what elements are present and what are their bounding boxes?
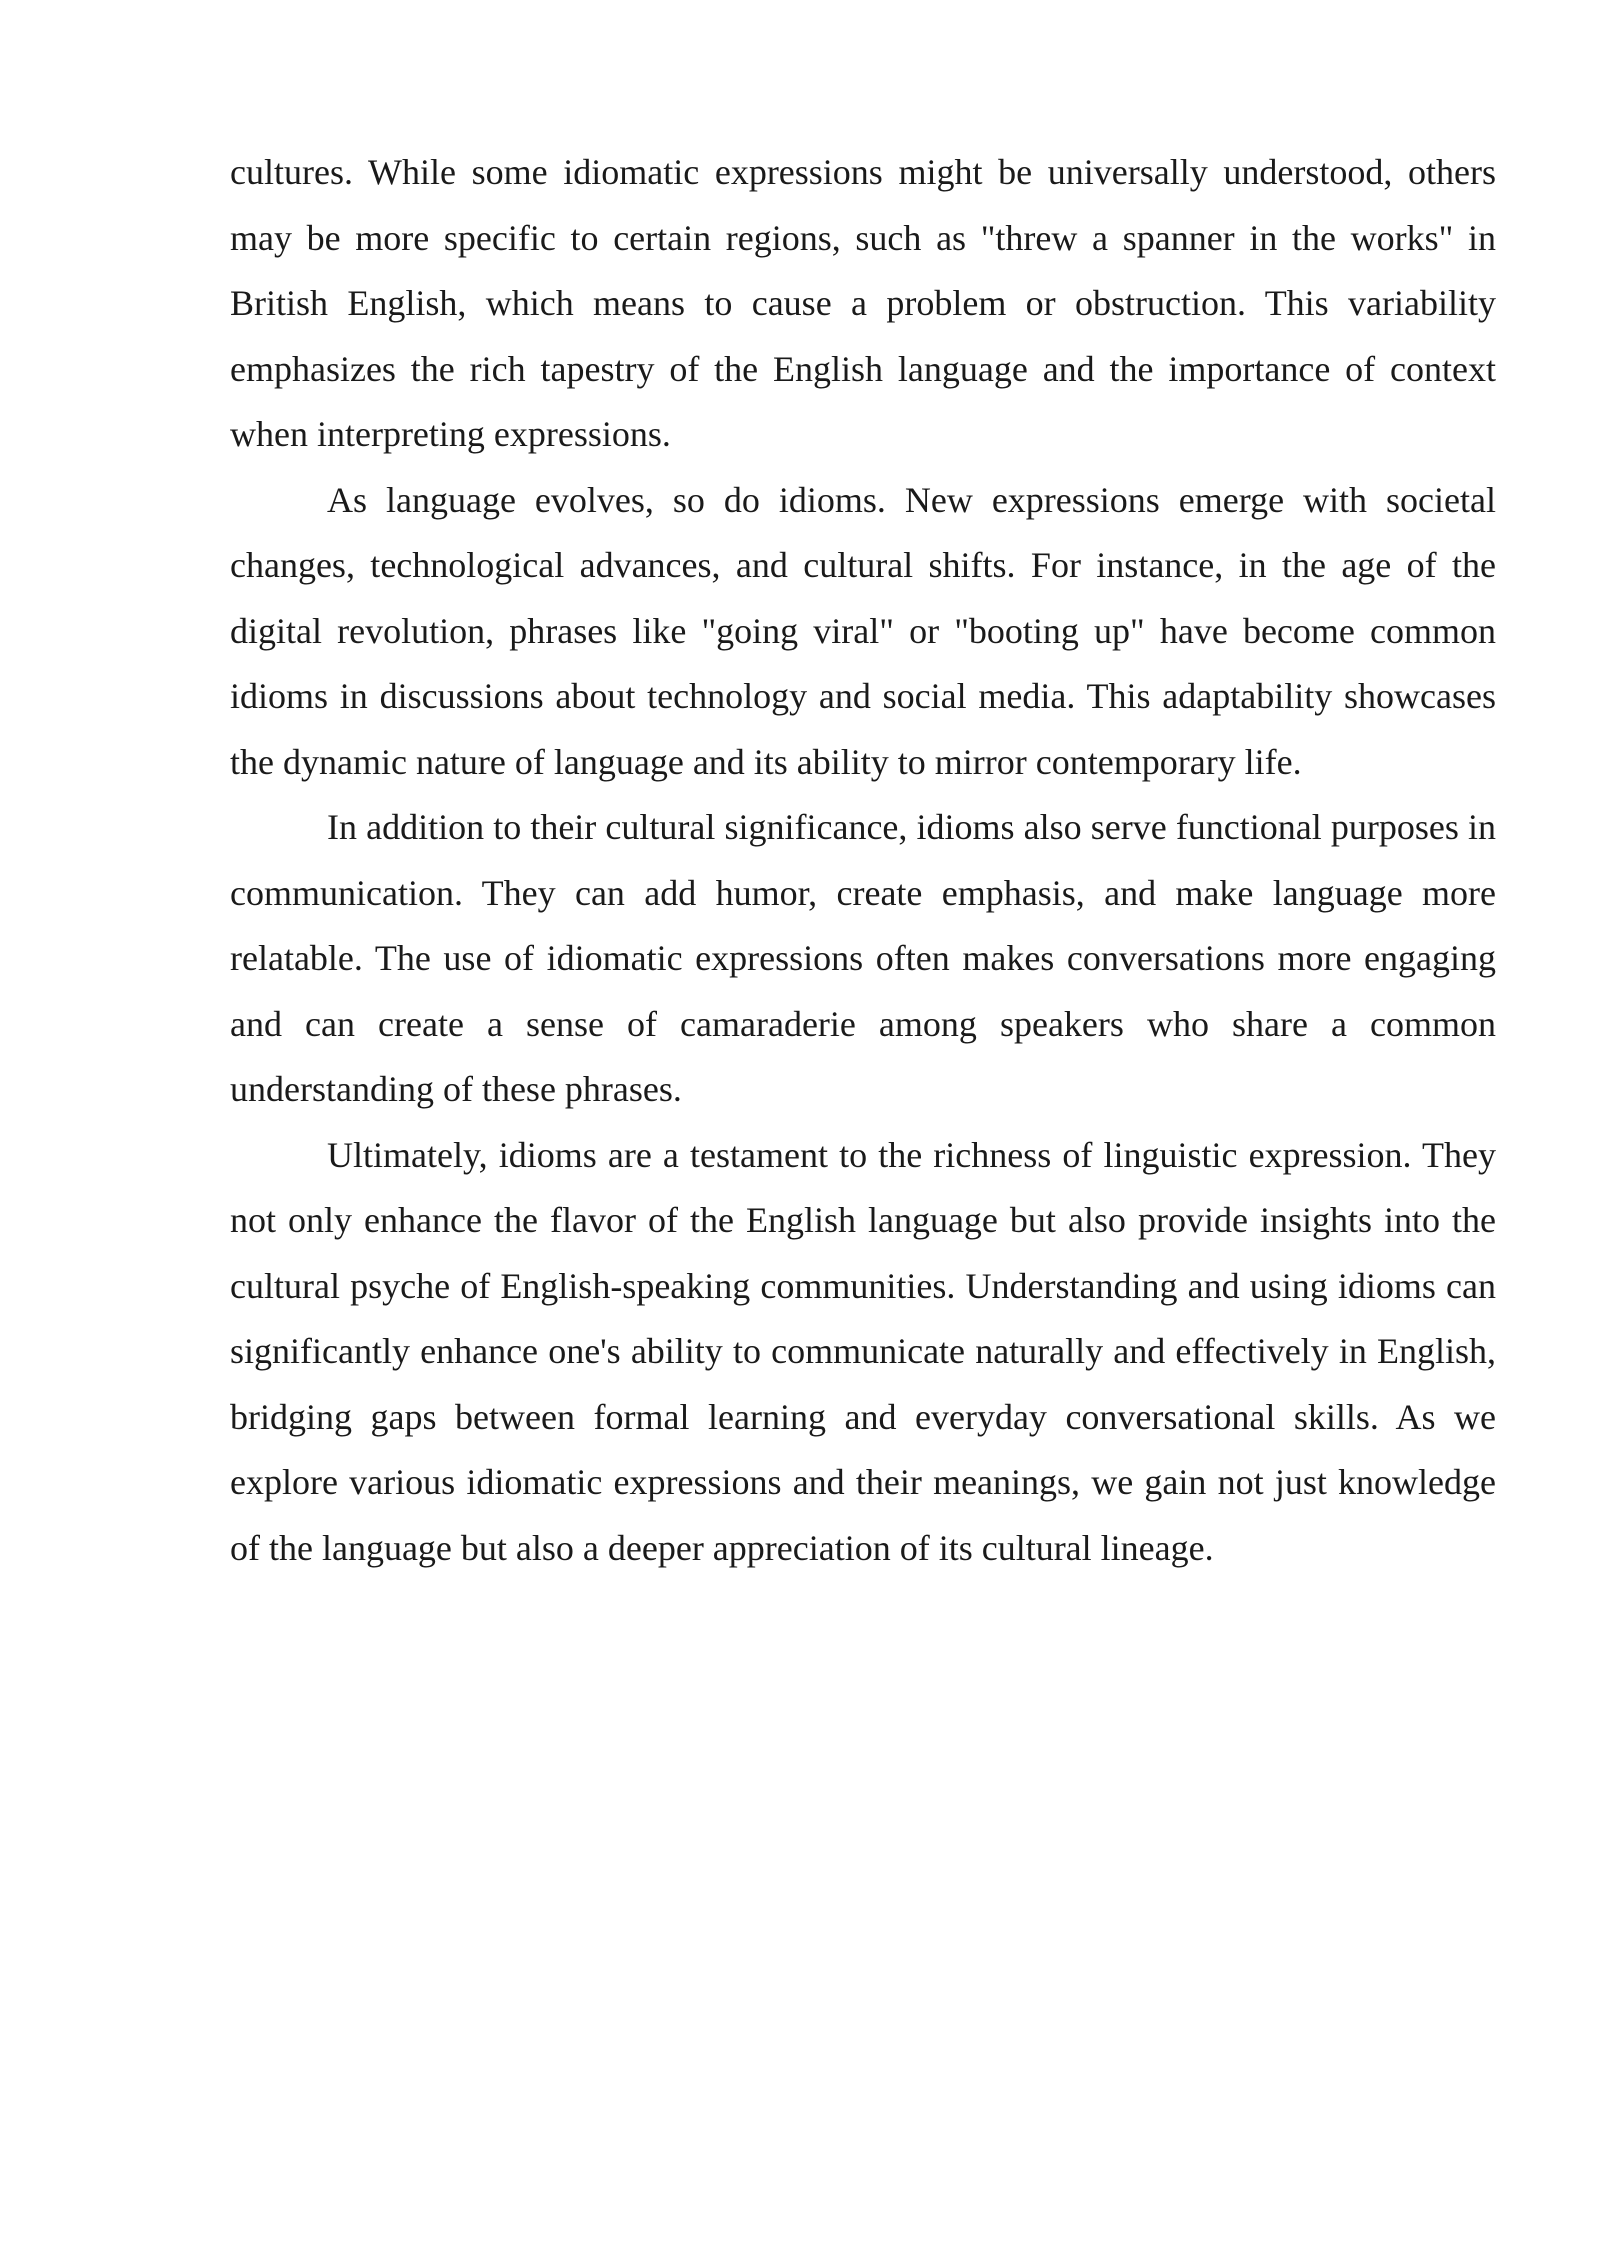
paragraph-functional-purposes: In addition to their cultural significance, idioms also serve functional purposes in communication. They can add humor, create emphasis, and make language more relatable. The use of idiomatic expressions often makes conversations more engaging and can create a sense of camaraderie among speakers who share a common understanding of these phrases. xyxy=(230,807,1496,1109)
body-text xyxy=(230,140,1496,1581)
paragraph-conclusion: Ultimately, idioms are a testament to the richness of linguistic expression. They not only enhance the flavor of the English language but also provide insights into the cultural psyche of English-speaking communities. Understanding and using idioms can significantly enhance one's ability to communicate naturally and effectively in English, bridging gaps between formal learning and everyday conversational skills. As we explore various idiomatic expressions and their meanings, we gain not just knowledge of the language but also a deeper appreciation of its cultural lineage. xyxy=(230,1134,1496,1568)
paragraph-continuation: cultures. While some idiomatic expressions might be universally understood, others may be more specific to certain regions, such as "threw a spanner in the works" in British English, which means to cause a problem or obstruction. This variability emphasizes the rich tapestry of the English language and the importance of context when interpreting expressions. xyxy=(230,152,1496,454)
paragraph-language-evolution: As language evolves, so do idioms. New expressions emerge with societal changes, technological advances, and cultural shifts. For instance, in the age of the digital revolution, phrases like "going viral" or "booting up" have become common idioms in discussions about technology and social media. This adaptability showcases the dynamic nature of language and its ability to mirror contemporary life. xyxy=(230,479,1496,782)
